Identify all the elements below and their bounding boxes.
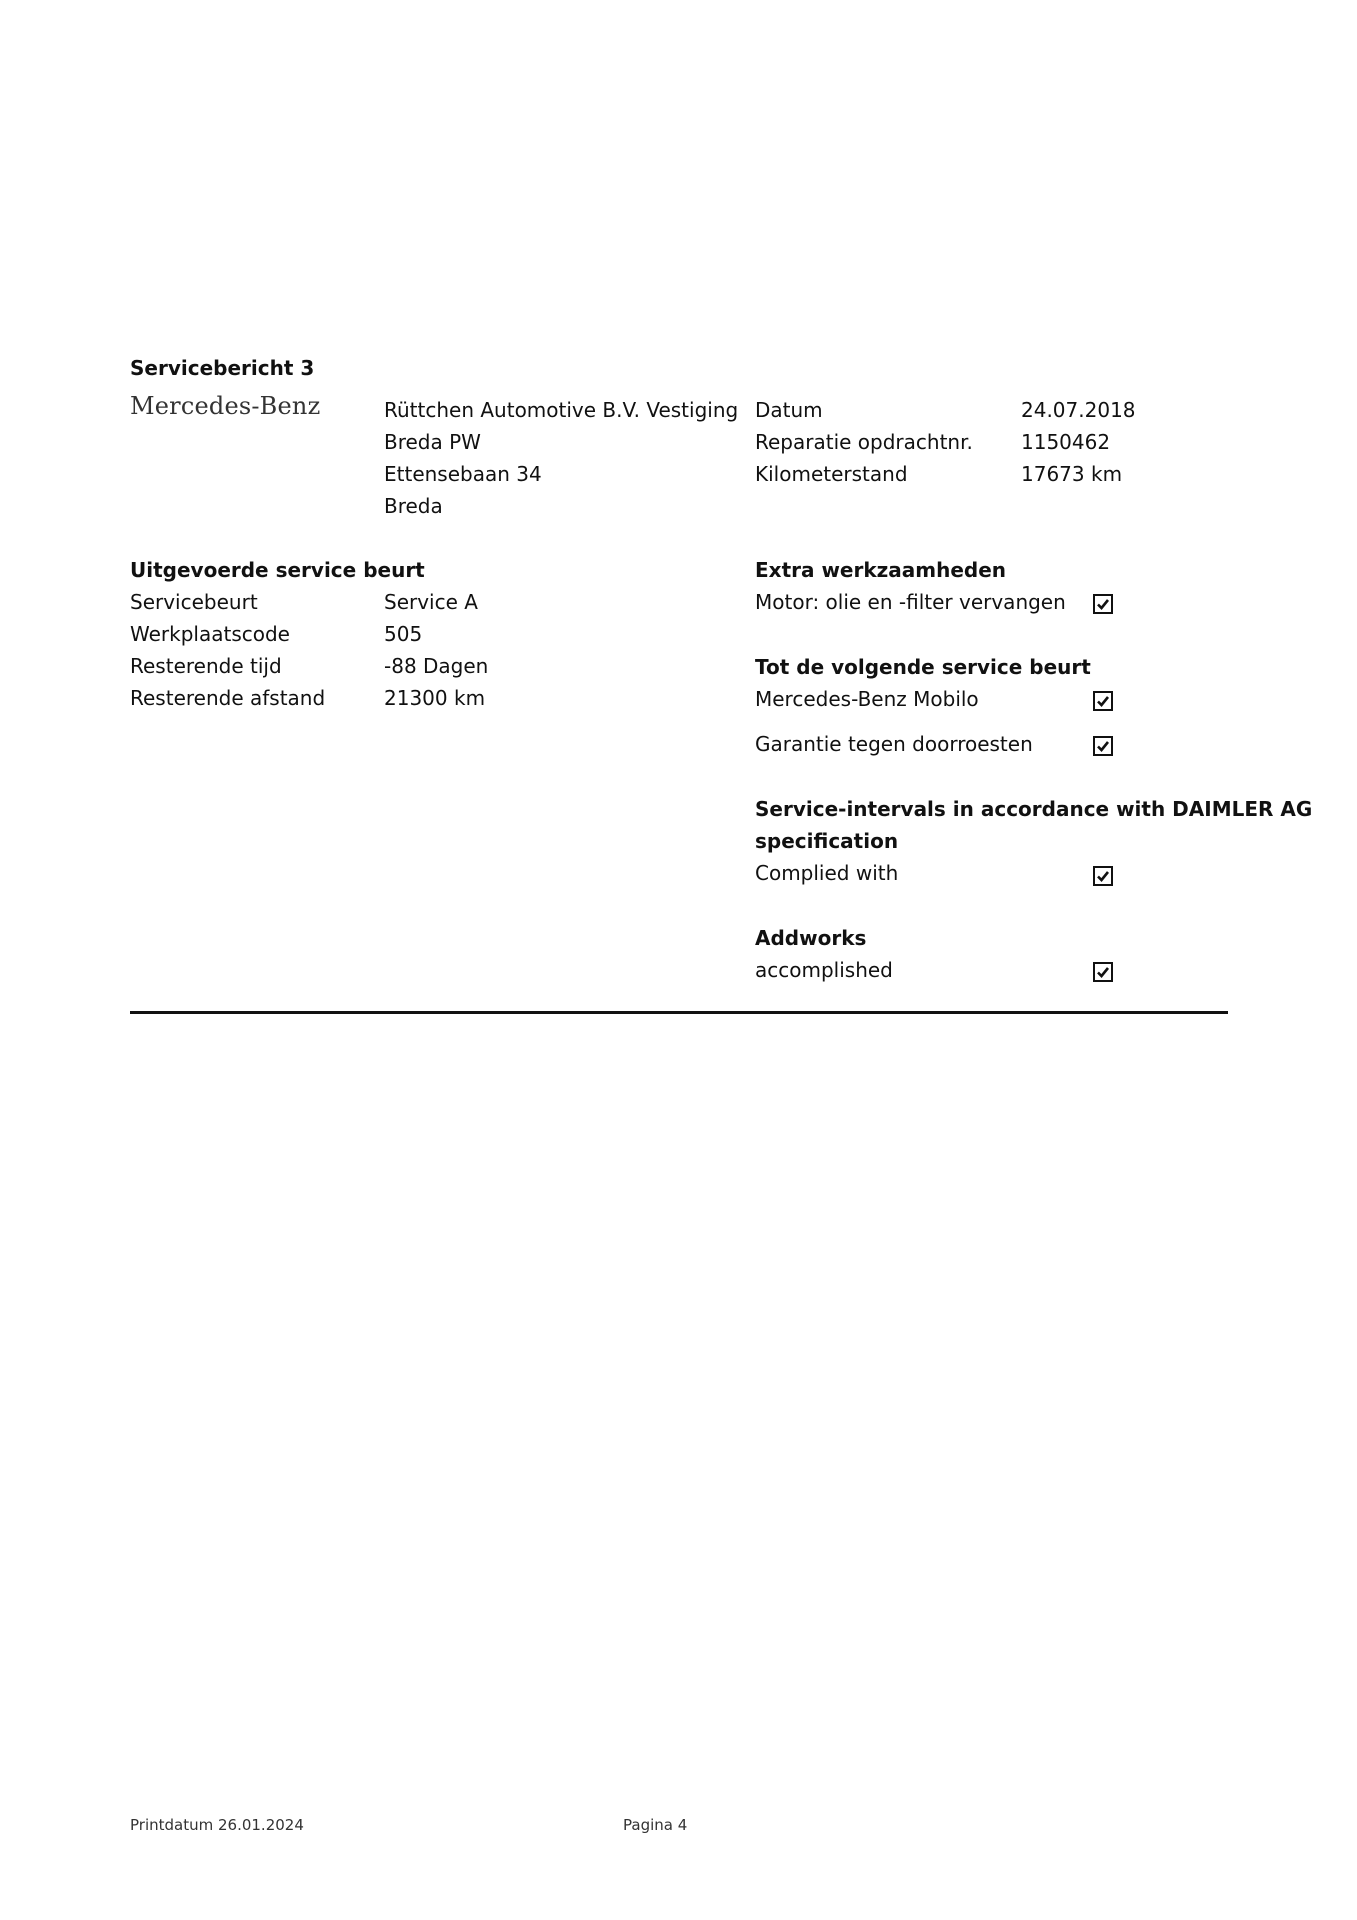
extra-heading: Extra werkzaamheden	[755, 558, 1007, 582]
dealer-street: Ettensebaan 34	[384, 462, 542, 486]
extra-item: Motor: olie en -filter vervangen	[755, 590, 1066, 614]
checkbox-checked-icon	[1093, 594, 1113, 614]
checkbox-checked-icon	[1093, 866, 1113, 886]
report-title: Servicebericht 3	[130, 356, 315, 380]
intervals-heading-2: specification	[755, 829, 899, 853]
meta-value-date: 24.07.2018	[1021, 398, 1136, 422]
addworks-item: accomplished	[755, 958, 893, 982]
checkbox-checked-icon	[1093, 736, 1113, 756]
service-label-workshop: Werkplaatscode	[130, 622, 290, 646]
checkbox-checked-icon	[1093, 962, 1113, 982]
checkbox-checked-icon	[1093, 691, 1113, 711]
footer-print-date: Printdatum 26.01.2024	[130, 1816, 304, 1834]
intervals-heading-1: Service-intervals in accordance with DAIMLER AG	[755, 797, 1313, 821]
service-value-time: -88 Dagen	[384, 654, 489, 678]
meta-value-order: 1150462	[1021, 430, 1111, 454]
section-divider	[130, 1011, 1228, 1014]
service-value-workshop: 505	[384, 622, 423, 646]
service-value-type: Service A	[384, 590, 478, 614]
meta-label-date: Datum	[755, 398, 823, 422]
meta-value-mileage: 17673 km	[1021, 462, 1123, 486]
next-item-mobilo: Mercedes-Benz Mobilo	[755, 687, 979, 711]
footer-page-number: Pagina 4	[623, 1816, 688, 1834]
service-value-distance: 21300 km	[384, 686, 486, 710]
dealer-city: Breda	[384, 494, 443, 518]
dealer-name: Rüttchen Automotive B.V. Vestiging	[384, 398, 739, 422]
service-label-distance: Resterende afstand	[130, 686, 326, 710]
service-heading: Uitgevoerde service beurt	[130, 558, 425, 582]
dealer-branch: Breda PW	[384, 430, 481, 454]
intervals-item: Complied with	[755, 861, 899, 885]
addworks-heading: Addworks	[755, 926, 867, 950]
service-label-type: Servicebeurt	[130, 590, 258, 614]
meta-label-order: Reparatie opdrachtnr.	[755, 430, 973, 454]
meta-label-mileage: Kilometerstand	[755, 462, 908, 486]
service-label-time: Resterende tijd	[130, 654, 282, 678]
next-item-rust: Garantie tegen doorroesten	[755, 732, 1033, 756]
next-heading: Tot de volgende service beurt	[755, 655, 1091, 679]
mercedes-benz-logo: Mercedes-Benz	[130, 392, 321, 420]
